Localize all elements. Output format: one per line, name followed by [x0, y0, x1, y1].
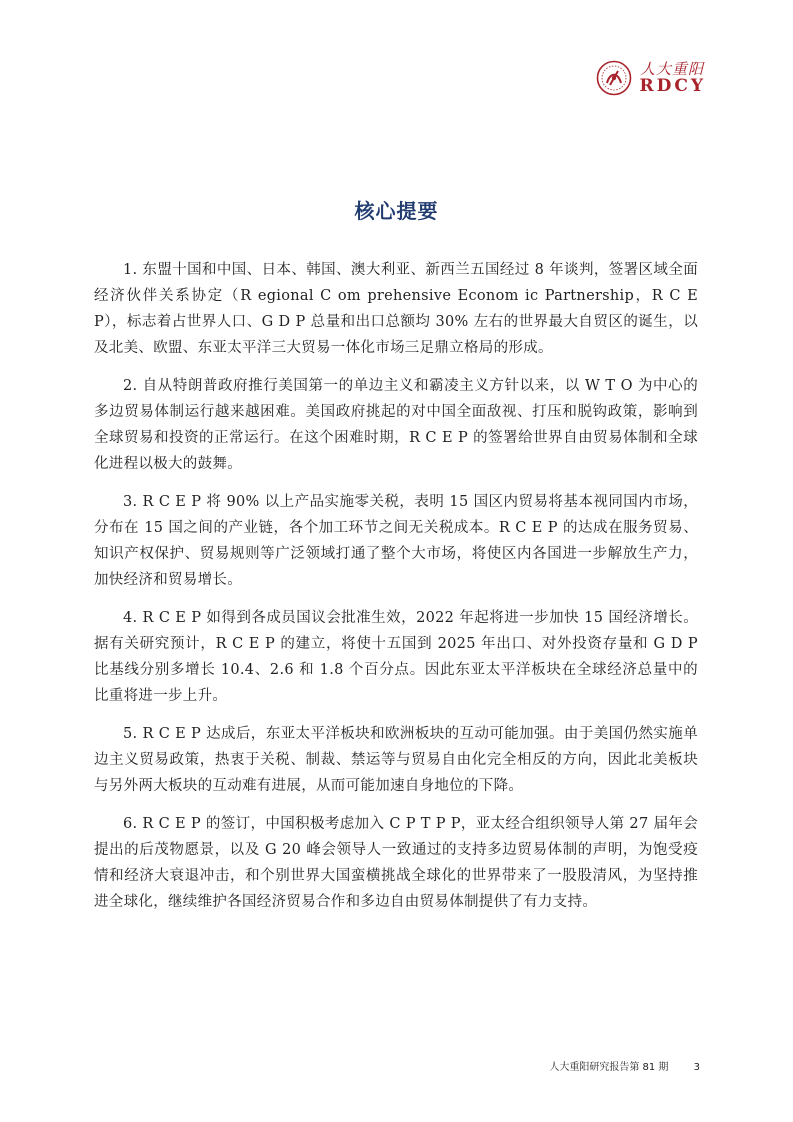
summary-paragraph-5: 5. R C E P 达成后，东亚太平洋板块和欧洲板块的互动可能加强。由于美国仍然实施单边主义贸易政策，热衷于关税、制裁、禁运等与贸易自由化完全相反的方向，因此北美板块与另外两大板块的互动难有进展，从而可能加速自身地位的下降。 [94, 726, 698, 794]
logo-chinese-name: 人大重阳 [639, 60, 704, 78]
report-label: 人大重阳研究报告第 81 期 [549, 1062, 669, 1073]
summary-body [94, 257, 698, 927]
rdcy-logo [596, 58, 706, 102]
summary-paragraph-4: 4. R C E P 如得到各成员国议会批准生效，2022 年起将进一步加快 15 国经济增长。据有关研究预计，R C E P 的建立，将使十五国到 2025 年出口、对外投资存量和 G D P 比基线分别多增长 10.4、2.6 和 1.8 个百分点。因此东亚太平洋板块在全球经济总量中的比重将进一步上升。 [94, 610, 698, 704]
page-number: 3 [693, 1062, 700, 1073]
page-footer [500, 1058, 700, 1073]
rdcy-seal-icon [596, 60, 632, 96]
summary-paragraph-3: 3. R C E P 将 90% 以上产品实施零关税，表明 15 国区内贸易将基本视同国内市场，分布在 15 国之间的产业链，各个加工环节之间无关税成本。R C E P 的达成在服务贸易、知识产权保护、贸易规则等广泛领域打通了整个大市场，将使区内各国进一步解放生产力，加快经济和贸易增长。 [94, 494, 698, 588]
logo-english-name: RDCY [639, 76, 706, 96]
summary-paragraph-6: 6. R C E P 的签订，中国积极考虑加入 C P T P P，亚太经合组织领导人第 27 届年会提出的后茂物愿景，以及 G 20 峰会领导人一致通过的支持多边贸易体制的声明，为饱受疫情和经济大衰退冲击，和个别世界大国蛮横挑战全球化的世界带来了一股股清风，为坚持推进全球化，继续维护各国经济贸易合作和多边自由贸易体制提供了有力支持。 [94, 816, 698, 910]
page-title: 核心提要 [354, 199, 439, 224]
summary-paragraph-1: 1. 东盟十国和中国、日本、韩国、澳大利亚、新西兰五国经过 8 年谈判，签署区域全面经济伙伴关系协定（R egional C om prehensive Econom ic Partnership，R C E P），标志着占世界人口、G D P 总量和出口总额均 30% 左右的世界最大自贸区的诞生，以及北美、欧盟、东亚太平洋三大贸易一体化市场三足鼎立格局的形成。 [94, 262, 698, 356]
summary-paragraph-2: 2. 自从特朗普政府推行美国第一的单边主义和霸凌主义方针以来，以 W T O 为中心的多边贸易体制运行越来越困难。美国政府挑起的对中国全面敌视、打压和脱钩政策，影响到全球贸易和投资的正常运行。在这个困难时期，R C E P 的签署给世界自由贸易体制和全球化进程以极大的鼓舞。 [94, 378, 698, 472]
